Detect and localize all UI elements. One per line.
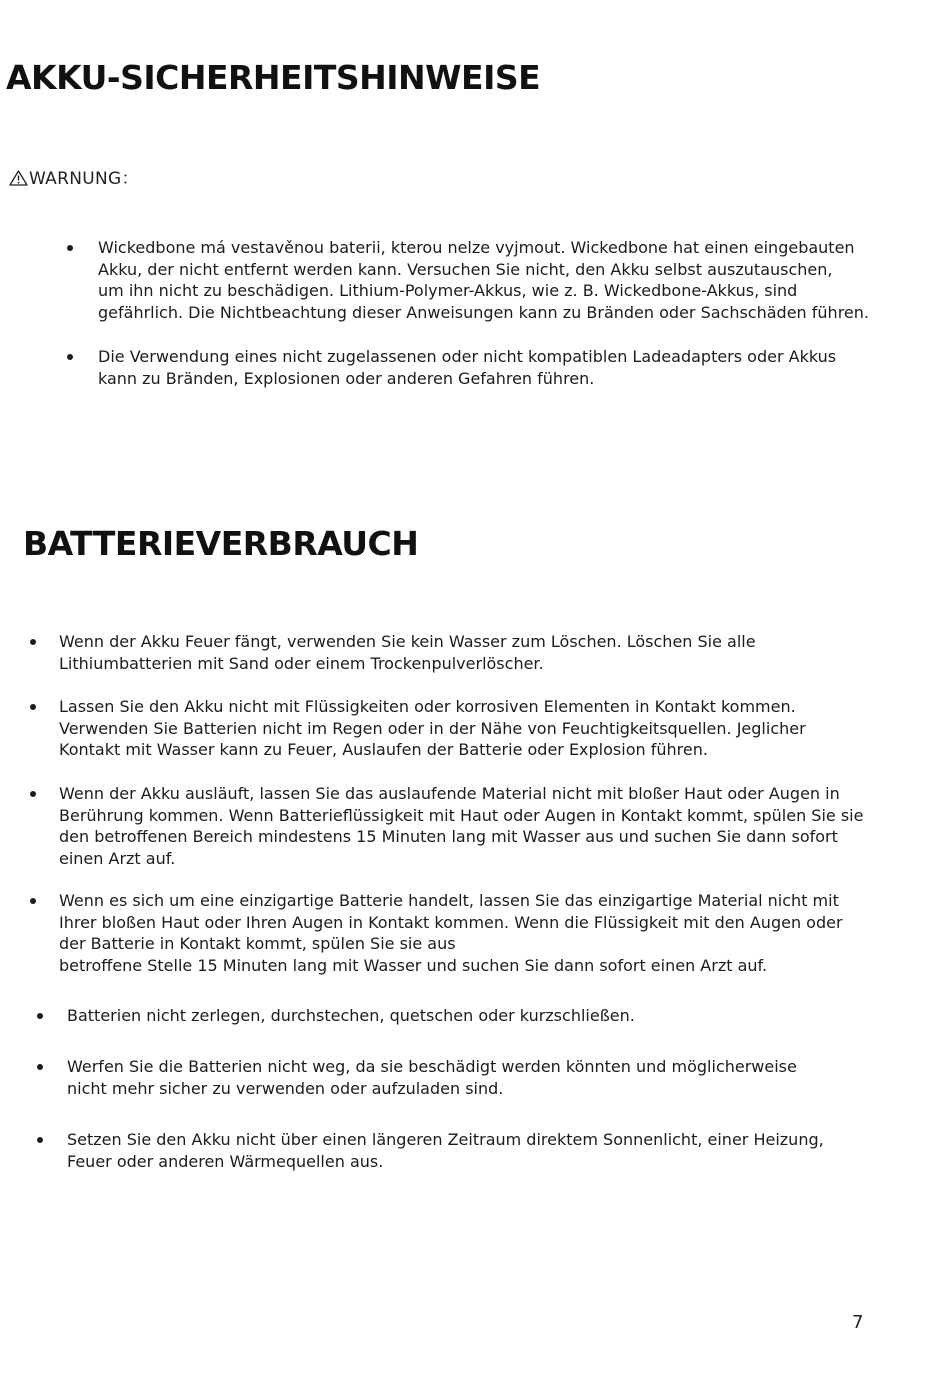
bullet-text bbox=[59, 783, 863, 869]
bullet-icon bbox=[30, 898, 36, 904]
text-line: Wenn der Akku Feuer fängt, verwenden Sie kein Wasser zum Löschen. Löschen Sie alle bbox=[59, 632, 756, 651]
text-line: Ihrer bloßen Haut oder Ihren Augen in Kontakt kommen. Wenn die Flüssigkeit mit den Augen oder bbox=[59, 912, 843, 932]
section-title-akku-sicherheitshinweise: AKKU-SICHERHEITSHINWEISE bbox=[6, 58, 541, 97]
text-line: betroffene Stelle 15 Minuten lang mit Wasser und suchen Sie dann sofort einen Arzt auf. bbox=[59, 955, 768, 975]
bullet-icon bbox=[30, 791, 36, 797]
warning-triangle-icon bbox=[9, 170, 28, 191]
text-line: Akku, der nicht entfernt werden kann. Versuchen Sie nicht, den Akku selbst auszutauschen, bbox=[98, 259, 833, 279]
bullet-text bbox=[98, 237, 869, 323]
bullet-icon bbox=[37, 1064, 43, 1070]
text-line: Lithiumbatterien mit Sand oder einem Trockenpulverlöscher. bbox=[59, 653, 544, 673]
text-line: der Batterie in Kontakt kommt, spülen Sie sie aus bbox=[59, 934, 456, 953]
text-line: einen Arzt auf. bbox=[59, 848, 176, 868]
bullet-text bbox=[98, 346, 836, 389]
text-line: Wenn der Akku ausläuft, lassen Sie das auslaufende Material nicht mit bloßer Haut oder Augen in bbox=[59, 784, 840, 803]
text-line: Feuer oder anderen Wärmequellen aus. bbox=[67, 1151, 384, 1171]
text-line: kann zu Bränden, Explosionen oder anderen Gefahren führen. bbox=[98, 368, 595, 388]
bullet-text bbox=[59, 696, 806, 761]
bullet-icon bbox=[67, 354, 73, 360]
text-line: Lassen Sie den Akku nicht mit Flüssigkeiten oder korrosiven Elementen in Kontakt kommen. bbox=[59, 697, 796, 716]
text-line: Setzen Sie den Akku nicht über einen längeren Zeitraum direktem Sonnenlicht, einer Heizung, bbox=[67, 1130, 824, 1149]
warning-text: WARNUNG： bbox=[29, 169, 139, 189]
text-line: Berührung kommen. Wenn Batterieflüssigkeit mit Haut oder Augen in Kontakt kommt, spülen Sie sie bbox=[59, 805, 864, 825]
text-line: Wickedbone má vestavěnou baterii, kterou nelze vyjmout. Wickedbone hat einen eingebauten bbox=[98, 238, 855, 257]
text-line: Die Verwendung eines nicht zugelassenen oder nicht kompatiblen Ladeadapters oder Akkus bbox=[98, 347, 837, 366]
bullet-icon bbox=[37, 1013, 43, 1019]
bullet-text bbox=[67, 1005, 635, 1027]
text-line: den betroffenen Bereich mindestens 15 Minuten lang mit Wasser aus und suchen Sie dann sofort bbox=[59, 827, 838, 846]
bullet-text bbox=[59, 631, 756, 674]
text-line: Kontakt mit Wasser kann zu Feuer, Auslaufen der Batterie oder Explosion führen. bbox=[59, 740, 708, 759]
bullet-icon bbox=[30, 704, 36, 710]
bullet-text bbox=[67, 1129, 824, 1172]
text-line: Batterien nicht zerlegen, durchstechen, quetschen oder kurzschließen. bbox=[67, 1006, 635, 1025]
bullet-icon bbox=[37, 1137, 43, 1143]
section-title-batterieverbrauch: BATTERIEVERBRAUCH bbox=[23, 524, 419, 563]
text-line: nicht mehr sicher zu verwenden oder aufzuladen sind. bbox=[67, 1078, 504, 1098]
bullet-text bbox=[59, 890, 843, 976]
bullet-icon bbox=[30, 639, 36, 645]
text-line: gefährlich. Die Nichtbeachtung dieser Anweisungen kann zu Bränden oder Sachschäden führen. bbox=[98, 302, 869, 322]
bullet-text bbox=[67, 1056, 797, 1099]
text-line: Verwenden Sie Batterien nicht im Regen oder in der Nähe von Feuchtigkeitsquellen. Jeglicher bbox=[59, 718, 806, 738]
text-line: um ihn nicht zu beschädigen. Lithium-Polymer-Akkus, wie z. B. Wickedbone-Akkus, sind bbox=[98, 281, 798, 300]
text-line: Werfen Sie die Batterien nicht weg, da sie beschädigt werden könnten und möglicherweise bbox=[67, 1057, 797, 1076]
page-number: 7 bbox=[852, 1312, 864, 1333]
warning-label bbox=[9, 164, 139, 191]
bullet-icon bbox=[67, 245, 73, 251]
text-line: Wenn es sich um eine einzigartige Batterie handelt, lassen Sie das einzigartige Material nicht mit bbox=[59, 891, 839, 910]
